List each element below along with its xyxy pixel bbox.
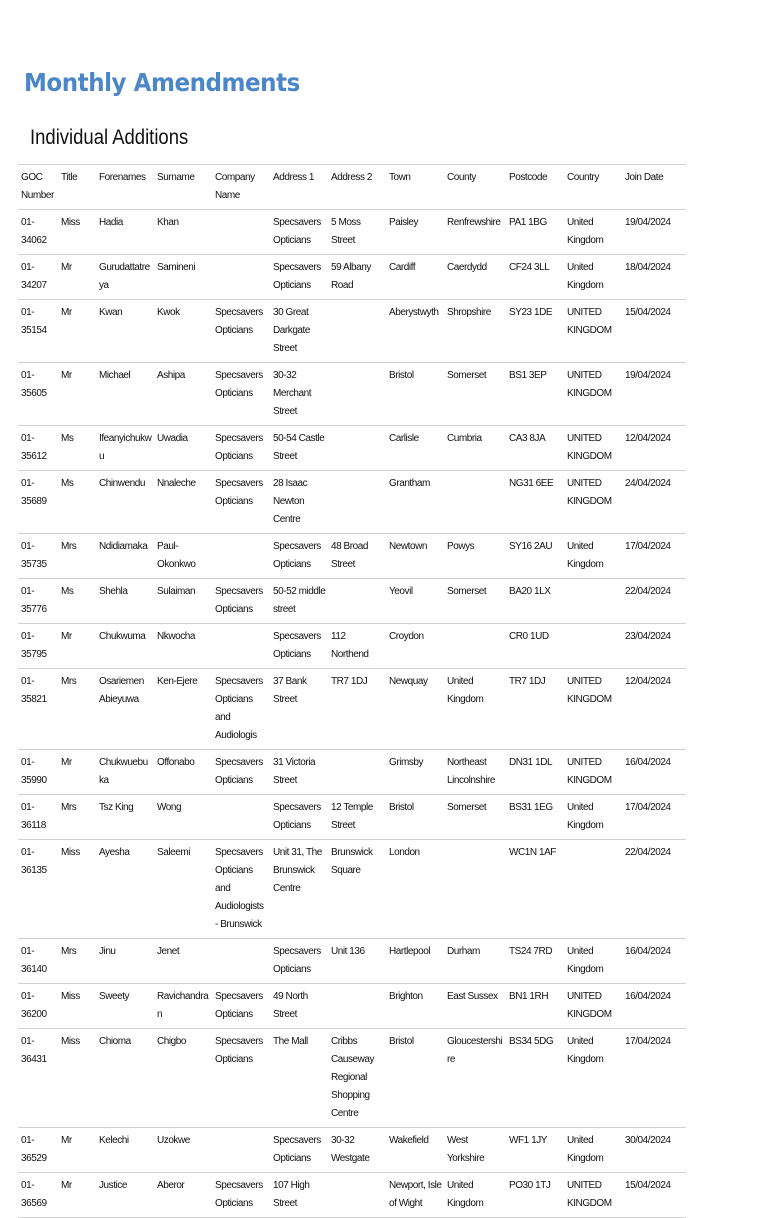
- cell-company-name: [212, 939, 270, 984]
- cell-title: Miss: [58, 1029, 96, 1128]
- cell-title: Ms: [58, 579, 96, 624]
- cell-forenames: Chinwendu: [96, 471, 154, 534]
- cell-country: UNITED KINGDOM: [564, 750, 622, 795]
- cell-goc-number: 01-35795: [18, 624, 58, 669]
- cell-goc-number: 01-35735: [18, 534, 58, 579]
- cell-county: Northeast Lincolnshire: [444, 750, 506, 795]
- cell-country: UNITED KINGDOM: [564, 669, 622, 750]
- cell-title: Mr: [58, 363, 96, 426]
- cell-country: United Kingdom: [564, 939, 622, 984]
- cell-surname: Nkwocha: [154, 624, 212, 669]
- cell-surname: Jenet: [154, 939, 212, 984]
- cell-country: [564, 579, 622, 624]
- cell-town: Bristol: [386, 363, 444, 426]
- cell-company-name: [212, 795, 270, 840]
- table-row: [18, 210, 686, 255]
- column-header-address-1: Address 1: [270, 165, 328, 210]
- cell-postcode: CA3 8JA: [506, 426, 564, 471]
- table-row: [18, 300, 686, 363]
- cell-join-date: 19/04/2024: [622, 363, 686, 426]
- cell-county: [444, 840, 506, 939]
- cell-surname: Saleemi: [154, 840, 212, 939]
- cell-title: Miss: [58, 210, 96, 255]
- cell-forenames: Ifeanyichukwu: [96, 426, 154, 471]
- cell-goc-number: 01-35821: [18, 669, 58, 750]
- cell-join-date: 15/04/2024: [622, 300, 686, 363]
- cell-county: West Yorkshire: [444, 1128, 506, 1173]
- cell-title: Mrs: [58, 939, 96, 984]
- cell-forenames: Kelechi: [96, 1128, 154, 1173]
- cell-town: Newport, Isle of Wight: [386, 1173, 444, 1218]
- cell-postcode: CR0 1UD: [506, 624, 564, 669]
- cell-address-2: [328, 579, 386, 624]
- cell-postcode: BS31 1EG: [506, 795, 564, 840]
- cell-county: Durham: [444, 939, 506, 984]
- cell-goc-number: 01-35689: [18, 471, 58, 534]
- cell-postcode: PA1 1BG: [506, 210, 564, 255]
- cell-postcode: PO30 1TJ: [506, 1173, 564, 1218]
- cell-town: Newquay: [386, 669, 444, 750]
- cell-country: UNITED KINGDOM: [564, 426, 622, 471]
- cell-address-1: 37 Bank Street: [270, 669, 328, 750]
- cell-surname: Ken-Ejere: [154, 669, 212, 750]
- column-header-company-name: Company Name: [212, 165, 270, 210]
- cell-county: Shropshire: [444, 300, 506, 363]
- table-row: [18, 669, 686, 750]
- cell-address-1: Specsavers Opticians: [270, 534, 328, 579]
- table-row: [18, 579, 686, 624]
- cell-join-date: 23/04/2024: [622, 624, 686, 669]
- cell-postcode: BS34 5DG: [506, 1029, 564, 1128]
- cell-postcode: BS1 3EP: [506, 363, 564, 426]
- cell-address-2: 112 Northend: [328, 624, 386, 669]
- cell-address-1: Specsavers Opticians: [270, 210, 328, 255]
- cell-forenames: Michael: [96, 363, 154, 426]
- cell-country: United Kingdom: [564, 795, 622, 840]
- cell-town: Bristol: [386, 1029, 444, 1128]
- cell-title: Miss: [58, 840, 96, 939]
- cell-address-2: 5 Moss Street: [328, 210, 386, 255]
- cell-postcode: CF24 3LL: [506, 255, 564, 300]
- cell-county: [444, 624, 506, 669]
- cell-address-2: 48 Broad Street: [328, 534, 386, 579]
- cell-title: Mr: [58, 1128, 96, 1173]
- cell-goc-number: 01-36431: [18, 1029, 58, 1128]
- cell-address-2: [328, 471, 386, 534]
- cell-postcode: DN31 1DL: [506, 750, 564, 795]
- cell-country: United Kingdom: [564, 534, 622, 579]
- cell-address-1: 30 Great Darkgate Street: [270, 300, 328, 363]
- cell-postcode: BA20 1LX: [506, 579, 564, 624]
- cell-goc-number: 01-36200: [18, 984, 58, 1029]
- cell-address-1: 28 Isaac Newton Centre: [270, 471, 328, 534]
- cell-title: Mrs: [58, 534, 96, 579]
- cell-join-date: 17/04/2024: [622, 1029, 686, 1128]
- cell-address-2: Cribbs Causeway Regional Shopping Centre: [328, 1029, 386, 1128]
- cell-country: United Kingdom: [564, 255, 622, 300]
- cell-title: Mrs: [58, 795, 96, 840]
- cell-join-date: 12/04/2024: [622, 426, 686, 471]
- cell-company-name: Specsavers Opticians: [212, 1173, 270, 1218]
- cell-join-date: 17/04/2024: [622, 795, 686, 840]
- cell-address-1: The Mall: [270, 1029, 328, 1128]
- header-row: [18, 165, 686, 210]
- cell-postcode: TR7 1DJ: [506, 669, 564, 750]
- cell-town: Paisley: [386, 210, 444, 255]
- cell-goc-number: 01-34207: [18, 255, 58, 300]
- cell-goc-number: 01-36529: [18, 1128, 58, 1173]
- cell-join-date: 19/04/2024: [622, 210, 686, 255]
- cell-title: Mr: [58, 255, 96, 300]
- cell-town: Cardiff: [386, 255, 444, 300]
- cell-address-1: Specsavers Opticians: [270, 1128, 328, 1173]
- cell-county: Powys: [444, 534, 506, 579]
- cell-address-1: Specsavers Opticians: [270, 795, 328, 840]
- cell-forenames: Kwan: [96, 300, 154, 363]
- table-row: [18, 363, 686, 426]
- cell-town: Wakefield: [386, 1128, 444, 1173]
- cell-join-date: 16/04/2024: [622, 984, 686, 1029]
- table-row: [18, 1128, 686, 1173]
- column-header-county: County: [444, 165, 506, 210]
- cell-address-2: [328, 363, 386, 426]
- cell-county: East Sussex: [444, 984, 506, 1029]
- cell-county: Somerset: [444, 795, 506, 840]
- cell-surname: Uwadia: [154, 426, 212, 471]
- cell-goc-number: 01-36140: [18, 939, 58, 984]
- cell-address-2: [328, 426, 386, 471]
- cell-postcode: WF1 1JY: [506, 1128, 564, 1173]
- cell-join-date: 24/04/2024: [622, 471, 686, 534]
- additions-table: [18, 164, 686, 1218]
- cell-surname: Nnaleche: [154, 471, 212, 534]
- cell-join-date: 22/04/2024: [622, 579, 686, 624]
- cell-company-name: Specsavers Opticians and Audiologis: [212, 669, 270, 750]
- cell-company-name: [212, 1128, 270, 1173]
- cell-town: Hartlepool: [386, 939, 444, 984]
- cell-address-2: Brunswick Square: [328, 840, 386, 939]
- cell-company-name: Specsavers Opticians: [212, 363, 270, 426]
- table-row: [18, 426, 686, 471]
- table-row: [18, 840, 686, 939]
- cell-forenames: Gurudattatreya: [96, 255, 154, 300]
- cell-county: Caerdydd: [444, 255, 506, 300]
- cell-company-name: Specsavers Opticians: [212, 984, 270, 1029]
- cell-address-2: 30-32 Westgate: [328, 1128, 386, 1173]
- cell-title: Ms: [58, 471, 96, 534]
- cell-surname: Ravichandran: [154, 984, 212, 1029]
- table-row: [18, 984, 686, 1029]
- cell-goc-number: 01-35154: [18, 300, 58, 363]
- cell-forenames: Shehla: [96, 579, 154, 624]
- cell-forenames: Sweety: [96, 984, 154, 1029]
- cell-postcode: TS24 7RD: [506, 939, 564, 984]
- cell-forenames: Tsz King: [96, 795, 154, 840]
- cell-address-1: Specsavers Opticians: [270, 624, 328, 669]
- cell-company-name: [212, 210, 270, 255]
- cell-county: Somerset: [444, 363, 506, 426]
- cell-country: UNITED KINGDOM: [564, 471, 622, 534]
- cell-surname: Kwok: [154, 300, 212, 363]
- cell-join-date: 15/04/2024: [622, 1173, 686, 1218]
- table-row: [18, 534, 686, 579]
- cell-forenames: Osariemen Abieyuwa: [96, 669, 154, 750]
- cell-goc-number: 01-36135: [18, 840, 58, 939]
- column-header-address-2: Address 2: [328, 165, 386, 210]
- cell-town: Brighton: [386, 984, 444, 1029]
- cell-company-name: Specsavers Opticians: [212, 426, 270, 471]
- cell-town: Grantham: [386, 471, 444, 534]
- column-header-postcode: Postcode: [506, 165, 564, 210]
- cell-address-1: Specsavers Opticians: [270, 255, 328, 300]
- table-row: [18, 1173, 686, 1218]
- cell-company-name: Specsavers Opticians: [212, 471, 270, 534]
- cell-join-date: 16/04/2024: [622, 939, 686, 984]
- cell-surname: Aberor: [154, 1173, 212, 1218]
- cell-county: Gloucestershire: [444, 1029, 506, 1128]
- cell-postcode: SY23 1DE: [506, 300, 564, 363]
- cell-county: United Kingdom: [444, 669, 506, 750]
- column-header-surname: Surname: [154, 165, 212, 210]
- cell-town: Aberystwyth: [386, 300, 444, 363]
- cell-country: [564, 840, 622, 939]
- cell-county: Somerset: [444, 579, 506, 624]
- cell-goc-number: 01-36118: [18, 795, 58, 840]
- document-title: Monthly Amendments: [24, 68, 300, 97]
- cell-goc-number: 01-36569: [18, 1173, 58, 1218]
- cell-company-name: Specsavers Opticians: [212, 579, 270, 624]
- cell-surname: Offonabo: [154, 750, 212, 795]
- cell-join-date: 22/04/2024: [622, 840, 686, 939]
- cell-join-date: 16/04/2024: [622, 750, 686, 795]
- column-header-goc-number: GOC Number: [18, 165, 58, 210]
- cell-country: United Kingdom: [564, 210, 622, 255]
- cell-title: Miss: [58, 984, 96, 1029]
- cell-surname: Chigbo: [154, 1029, 212, 1128]
- cell-title: Ms: [58, 426, 96, 471]
- cell-address-1: Specsavers Opticians: [270, 939, 328, 984]
- cell-address-1: 49 North Street: [270, 984, 328, 1029]
- cell-address-1: 31 Victoria Street: [270, 750, 328, 795]
- cell-postcode: SY16 2AU: [506, 534, 564, 579]
- cell-surname: Ashipa: [154, 363, 212, 426]
- cell-company-name: [212, 534, 270, 579]
- cell-postcode: NG31 6EE: [506, 471, 564, 534]
- cell-surname: Khan: [154, 210, 212, 255]
- cell-address-2: Unit 136: [328, 939, 386, 984]
- cell-title: Mr: [58, 300, 96, 363]
- table-row: [18, 1029, 686, 1128]
- cell-address-2: [328, 1173, 386, 1218]
- cell-address-1: 107 High Street: [270, 1173, 328, 1218]
- cell-company-name: Specsavers Opticians: [212, 750, 270, 795]
- cell-address-1: 50-52 middle street: [270, 579, 328, 624]
- cell-postcode: WC1N 1AF: [506, 840, 564, 939]
- table-row: [18, 750, 686, 795]
- column-header-town: Town: [386, 165, 444, 210]
- cell-goc-number: 01-35990: [18, 750, 58, 795]
- cell-address-2: [328, 984, 386, 1029]
- cell-join-date: 17/04/2024: [622, 534, 686, 579]
- cell-title: Mr: [58, 624, 96, 669]
- cell-join-date: 18/04/2024: [622, 255, 686, 300]
- cell-surname: Paul-Okonkwo: [154, 534, 212, 579]
- cell-goc-number: 01-34062: [18, 210, 58, 255]
- cell-goc-number: 01-35776: [18, 579, 58, 624]
- table-row: [18, 939, 686, 984]
- column-header-title: Title: [58, 165, 96, 210]
- cell-address-2: 12 Temple Street: [328, 795, 386, 840]
- cell-address-1: 30-32 Merchant Street: [270, 363, 328, 426]
- cell-town: London: [386, 840, 444, 939]
- cell-address-2: [328, 300, 386, 363]
- cell-title: Mr: [58, 1173, 96, 1218]
- cell-town: Yeovil: [386, 579, 444, 624]
- cell-goc-number: 01-35612: [18, 426, 58, 471]
- cell-county: Cumbria: [444, 426, 506, 471]
- cell-country: United Kingdom: [564, 1128, 622, 1173]
- cell-postcode: BN1 1RH: [506, 984, 564, 1029]
- cell-country: UNITED KINGDOM: [564, 300, 622, 363]
- cell-join-date: 12/04/2024: [622, 669, 686, 750]
- table-row: [18, 255, 686, 300]
- cell-company-name: [212, 624, 270, 669]
- cell-company-name: Specsavers Opticians: [212, 300, 270, 363]
- cell-forenames: Chukwuma: [96, 624, 154, 669]
- cell-surname: Samineni: [154, 255, 212, 300]
- table-row: [18, 624, 686, 669]
- column-header-forenames: Forenames: [96, 165, 154, 210]
- cell-address-1: Unit 31, The Brunswick Centre: [270, 840, 328, 939]
- cell-goc-number: 01-35605: [18, 363, 58, 426]
- cell-town: Croydon: [386, 624, 444, 669]
- cell-forenames: Ayesha: [96, 840, 154, 939]
- cell-company-name: Specsavers Opticians: [212, 1029, 270, 1128]
- column-header-country: Country: [564, 165, 622, 210]
- cell-address-2: 59 Albany Road: [328, 255, 386, 300]
- cell-town: Grimsby: [386, 750, 444, 795]
- cell-forenames: Justice: [96, 1173, 154, 1218]
- cell-country: UNITED KINGDOM: [564, 1173, 622, 1218]
- cell-town: Carlisle: [386, 426, 444, 471]
- table-row: [18, 795, 686, 840]
- table-header: [18, 165, 686, 210]
- cell-country: United Kingdom: [564, 1029, 622, 1128]
- cell-address-1: 50-54 Castle Street: [270, 426, 328, 471]
- cell-county: Renfrewshire: [444, 210, 506, 255]
- column-header-join-date: Join Date: [622, 165, 686, 210]
- cell-address-2: [328, 750, 386, 795]
- cell-county: United Kingdom: [444, 1173, 506, 1218]
- cell-address-2: TR7 1DJ: [328, 669, 386, 750]
- cell-surname: Sulaiman: [154, 579, 212, 624]
- cell-forenames: Jinu: [96, 939, 154, 984]
- cell-county: [444, 471, 506, 534]
- cell-town: Bristol: [386, 795, 444, 840]
- additions-table-container: [18, 164, 686, 1218]
- cell-country: [564, 624, 622, 669]
- cell-join-date: 30/04/2024: [622, 1128, 686, 1173]
- table-row: [18, 471, 686, 534]
- cell-forenames: Hadia: [96, 210, 154, 255]
- cell-forenames: Ndidiamaka: [96, 534, 154, 579]
- cell-town: Newtown: [386, 534, 444, 579]
- cell-country: UNITED KINGDOM: [564, 363, 622, 426]
- cell-company-name: [212, 255, 270, 300]
- table-body: [18, 210, 686, 1218]
- section-title: Individual Additions: [30, 126, 189, 149]
- cell-company-name: Specsavers Opticians and Audiologists - Brunswick: [212, 840, 270, 939]
- cell-surname: Uzokwe: [154, 1128, 212, 1173]
- cell-forenames: Chioma: [96, 1029, 154, 1128]
- cell-country: UNITED KINGDOM: [564, 984, 622, 1029]
- cell-title: Mrs: [58, 669, 96, 750]
- cell-forenames: Chukwuebuka: [96, 750, 154, 795]
- cell-title: Mr: [58, 750, 96, 795]
- cell-surname: Wong: [154, 795, 212, 840]
